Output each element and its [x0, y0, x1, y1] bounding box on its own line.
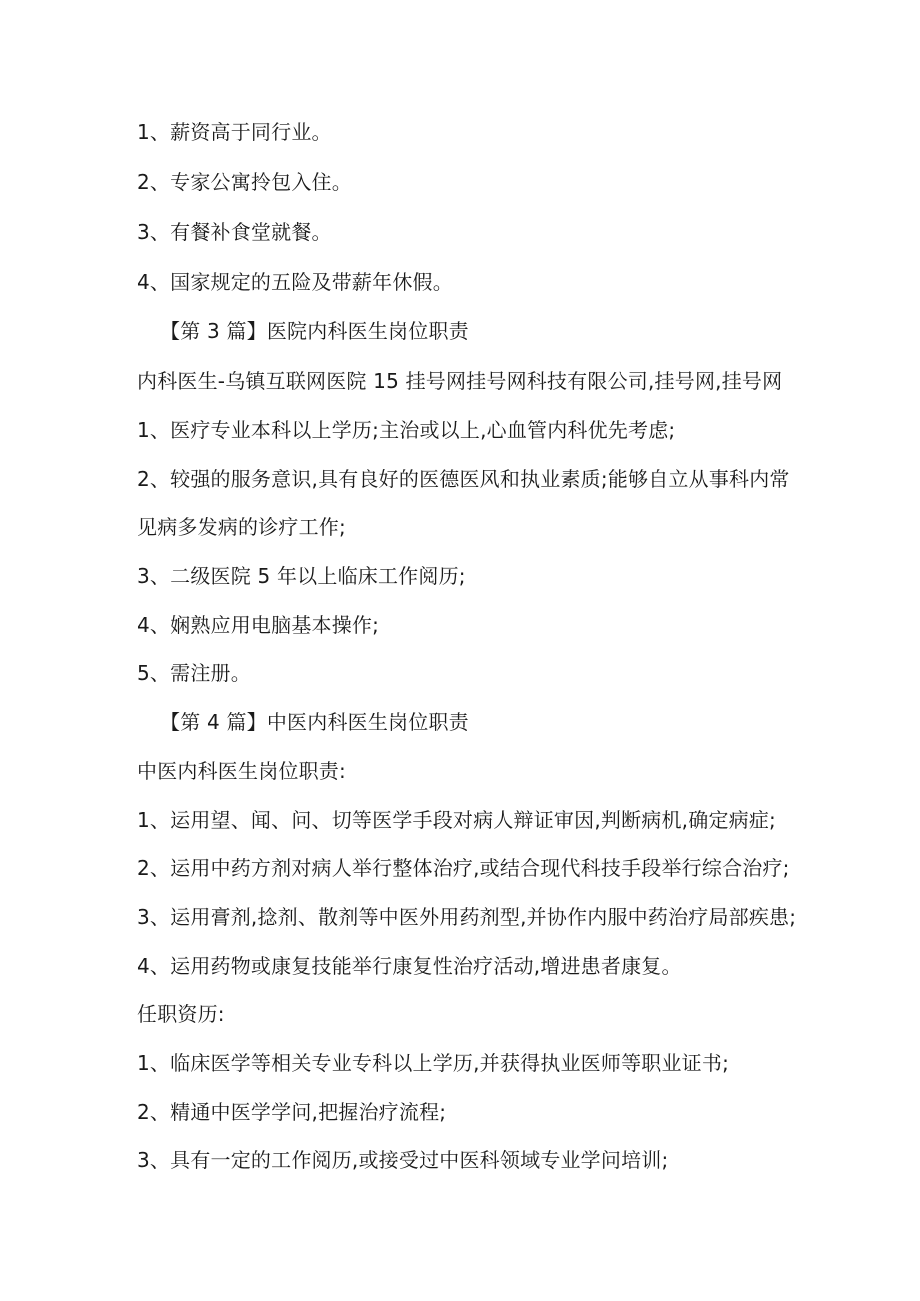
benefit-item-4: 4、国家规定的五险及带薪年休假。	[137, 270, 453, 294]
qualification-item-1: 1、临床医学等相关专业专科以上学历,并获得执业医师等职业证书;	[137, 1051, 730, 1075]
duty-item-1: 1、运用望、闻、问、切等医学手段对病人辩证审因,判断病机,确定病症;	[137, 808, 776, 832]
requirement-item-4: 4、娴熟应用电脑基本操作;	[137, 613, 380, 637]
qualification-item-2: 2、精通中医学学问,把握治疗流程;	[137, 1100, 447, 1124]
benefit-item-3: 3、有餐补食堂就餐。	[137, 220, 332, 244]
job-source-line: 内科医生-乌镇互联网医院 15 挂号网挂号网科技有限公司,挂号网,挂号网	[137, 369, 783, 393]
requirement-item-2: 2、较强的服务意识,具有良好的医德医风和执业素质;能够自立从事科内常	[137, 467, 790, 491]
qualifications-title: 任职资历:	[137, 1002, 225, 1026]
requirement-item-5: 5、需注册。	[137, 661, 251, 685]
duty-item-4: 4、运用药物或康复技能举行康复性治疗活动,增进患者康复。	[137, 954, 682, 978]
duty-item-2: 2、运用中药方剂对病人举行整体治疗,或结合现代科技手段举行综合治疗;	[137, 856, 790, 880]
benefit-item-1: 1、薪资高于同行业。	[137, 120, 332, 144]
duties-title: 中医内科医生岗位职责:	[137, 759, 346, 783]
requirement-item-3: 3、二级医院 5 年以上临床工作阅历;	[137, 564, 466, 588]
requirement-item-2-continued: 见病多发病的诊疗工作;	[137, 515, 346, 539]
section-heading-4: 【第 4 篇】中医内科医生岗位职责	[160, 710, 469, 734]
requirement-item-1: 1、医疗专业本科以上学历;主治或以上,心血管内科优先考虑;	[137, 418, 676, 442]
section-heading-3: 【第 3 篇】医院内科医生岗位职责	[160, 319, 469, 343]
benefit-item-2: 2、专家公寓拎包入住。	[137, 170, 352, 194]
qualification-item-3: 3、具有一定的工作阅历,或接受过中医科领域专业学问培训;	[137, 1148, 669, 1172]
duty-item-3: 3、运用膏剂,捻剂、散剂等中医外用药剂型,并协作内服中药治疗局部疾患;	[137, 905, 797, 929]
